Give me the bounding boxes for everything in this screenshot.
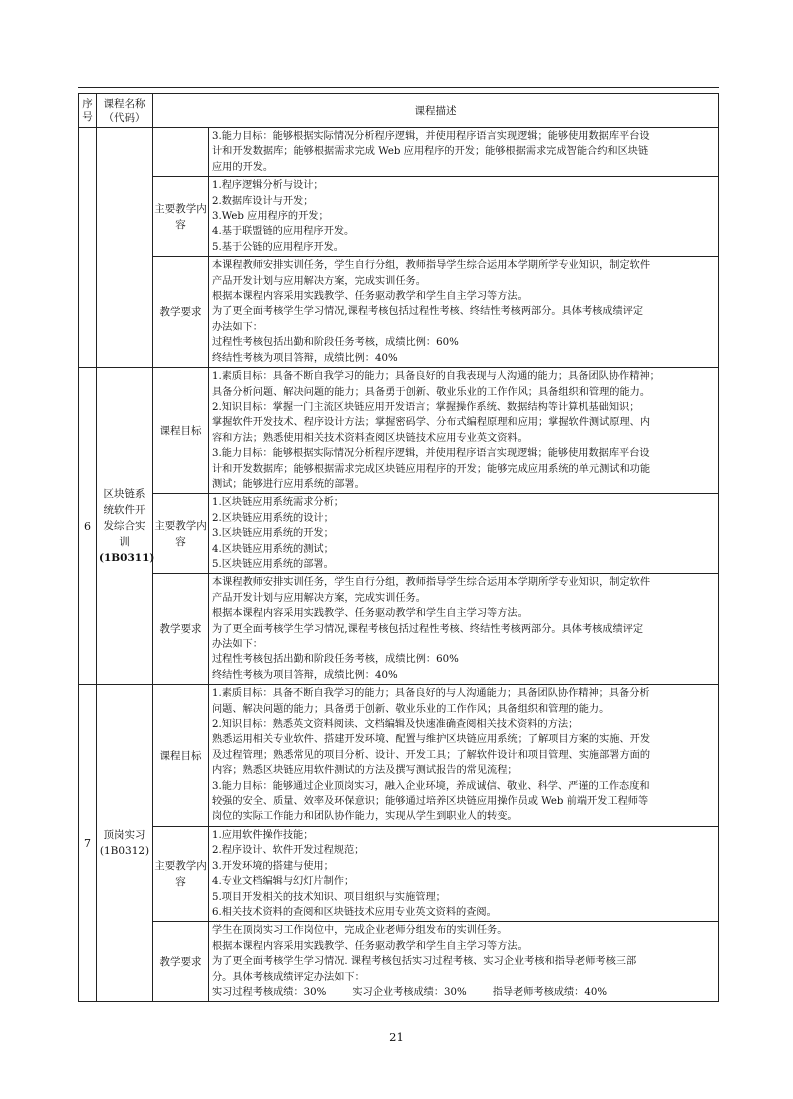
- desc-line: 4.区块链应用系统的测试；: [212, 543, 334, 555]
- score-line: [212, 985, 715, 1000]
- table-row: [79, 494, 719, 574]
- row5-no-cell: [79, 128, 97, 368]
- desc-line: 学生在顶岗实习工作岗位中，完成企业老师分组发布的实训任务。: [212, 925, 508, 937]
- desc-line: 终结性考核为项目答辩，成绩比例：40%: [212, 352, 398, 364]
- name-line: 顶岗实习: [103, 829, 146, 842]
- desc-line: 1.素质目标：具备不断自我学习的能力；具备良好的自我表现与人沟通的能力；具备团队协作精神；: [212, 371, 660, 383]
- score-item: 实习过程考核成绩：30%: [212, 986, 327, 998]
- desc-line: 1.区块链应用系统需求分析；: [212, 497, 344, 509]
- desc-line: 根据本课程内容采用实践教学、任务驱动教学和学生自主学习等方法。: [212, 940, 528, 952]
- table-row: [79, 177, 719, 257]
- row7-goal-desc: [209, 685, 719, 827]
- top-rule: [78, 87, 719, 88]
- row5-goal-type-cell: [153, 128, 209, 177]
- desc-line: 3.开发环境的搭建与使用；: [212, 860, 334, 872]
- row6-goal-desc: [209, 368, 719, 494]
- desc-line: 过程性考核包括出勤和阶段任务考核，成绩比例：60%: [212, 337, 459, 349]
- row7-req-label: 教学要求: [153, 922, 209, 1002]
- row7-req-desc: [209, 922, 719, 1002]
- desc-line: 掌握软件开发技术、程序设计方法；掌握密码学、分布式编程原理和应用；掌握软件测试原理、内: [212, 417, 651, 429]
- table-row: [79, 257, 719, 368]
- desc-line: 3.能力目标：能够根据实际情况分析程序逻辑，并使用程序语言实现逻辑；能够使用数据库平台设: [212, 131, 650, 142]
- course-table: [78, 93, 719, 1002]
- desc-line: 为了更全面考核学生学习情况,课程考核包括过程性考核、终结性考核两部分。具体考核成绩评定: [212, 623, 644, 635]
- header-name: 课程名称（代码）: [97, 94, 153, 128]
- desc-line: 计和开发数据库；能够根据需求完成区块链应用程序的开发；能够完成应用系统的单元测试和功能: [212, 463, 651, 475]
- table-row: [79, 826, 719, 921]
- table-row: [79, 368, 719, 494]
- row7-no: 7: [79, 685, 97, 1002]
- desc-line: 及过程管理；熟悉常见的项目分析、设计、开发工具；了解软件设计和项目管理、实施部署方面的: [212, 749, 651, 761]
- header-no: 序号: [79, 94, 97, 128]
- row6-name: [97, 368, 153, 685]
- header-desc: 课程描述: [153, 94, 719, 128]
- desc-line: 本课程教师安排实训任务，学生自行分组，教师指导学生综合运用本学期所学专业知识，制定软件: [212, 260, 651, 272]
- score-item: 指导老师考核成绩：40%: [492, 986, 608, 998]
- desc-line: 根据本课程内容采用实践教学、任务驱动教学和学生自主学习等方法。: [212, 291, 528, 303]
- row7-content-desc: [209, 826, 719, 921]
- row7-name: [97, 685, 153, 1002]
- table-row: [79, 128, 719, 177]
- row6-req-label: 教学要求: [153, 574, 209, 685]
- desc-line: 为了更全面考核学生学习情况,课程考核包括过程性考核、终结性考核两部分。具体考核成绩评定: [212, 306, 644, 318]
- desc-line: 2.区块链应用系统的设计；: [212, 512, 334, 524]
- desc-line: 熟悉运用相关专业软件、搭建开发环境、配置与维护区块链应用系统；了解项目方案的实施、开发: [212, 734, 651, 746]
- desc-line: 5.基于公链的应用程序开发。: [212, 241, 344, 253]
- desc-line: 过程性考核包括出勤和阶段任务考核，成绩比例：60%: [212, 654, 459, 666]
- row5-name-cell: [97, 128, 153, 368]
- row6-content-desc: [209, 494, 719, 574]
- desc-line: 3.能力目标：能够通过企业顶岗实习，融入企业环境，养成诚信、敬业、科学、严谨的工作态度和: [212, 780, 650, 792]
- desc-line: 岗位的实际工作能力和团队协作能力，实现从学生到职业人的转变。: [212, 811, 518, 823]
- desc-line: 2.程序设计、软件开发过程规范；: [212, 845, 365, 857]
- desc-line: 办法如下：: [212, 639, 263, 650]
- desc-line: 2.知识目标：熟悉英文资料阅读、文档编辑及快速准确查阅相关技术资料的方法；: [212, 719, 579, 731]
- desc-line: 1.素质目标：具备不断自我学习的能力；具备良好的与人沟通能力；具备团队协作精神；具备分析: [212, 688, 650, 700]
- table-row: [79, 574, 719, 685]
- desc-line: 2.知识目标：掌握一门主流区块链应用开发语言；掌握操作系统、数据结构等计算机基础知识；: [212, 401, 640, 413]
- desc-line: 测试；能够进行应用系统的部署。: [212, 478, 365, 490]
- row7-content-label: 主要教学内容: [153, 826, 209, 921]
- table-row: [79, 685, 719, 827]
- table-row: [79, 922, 719, 1002]
- desc-line: 本课程教师安排实训任务，学生自行分组，教师指导学生综合运用本学期所学专业知识，制定软件: [212, 577, 651, 589]
- name-line: 区块链系: [103, 488, 146, 501]
- row6-req-desc: [209, 574, 719, 685]
- desc-line: 3.Web 应用程序的开发；: [212, 211, 329, 223]
- desc-line: 3.区块链应用系统的开发；: [212, 528, 334, 540]
- row5-content-desc: [209, 177, 719, 257]
- desc-line: 根据本课程内容采用实践教学、任务驱动教学和学生自主学习等方法。: [212, 608, 528, 620]
- row7-goal-label: 课程目标: [153, 685, 209, 827]
- row5-goal-desc: [209, 128, 719, 177]
- row5-req-desc: [209, 257, 719, 368]
- score-item: 实习企业考核成绩：30%: [352, 986, 467, 998]
- row6-no: 6: [79, 368, 97, 685]
- desc-line: 6.相关技术资料的查阅和区块链技术应用专业英文资料的查阅。: [212, 906, 497, 918]
- desc-line: 1.应用软件操作技能；: [212, 829, 314, 841]
- desc-line: 问题、解决问题的能力；具备勇于创新、敬业乐业的工作作风；具备组织和管理的能力。: [212, 703, 610, 715]
- desc-line: 较强的安全、质量、效率及环保意识；能够通过培养区块链应用操作员或 Web 前端开发工程师等: [212, 796, 649, 808]
- desc-line: 具备分析问题、解决问题的能力；具备勇于创新、敬业乐业的工作作风；具备组织和管理的能力。: [212, 386, 651, 398]
- desc-line: 终结性考核为项目答辩，成绩比例：40%: [212, 669, 398, 681]
- desc-line: 4.专业文档编辑与幻灯片制作；: [212, 876, 355, 888]
- row6-goal-label: 课程目标: [153, 368, 209, 494]
- name-line: 统软件开: [103, 504, 146, 517]
- name-line: (1B0311): [99, 552, 155, 565]
- desc-line: 为了更全面考核学生学习情况. 课程考核包括实习过程考核、实习企业考核和指导老师考核三部: [212, 956, 637, 968]
- desc-line: 5.项目开发相关的技术知识、项目组织与实施管理；: [212, 891, 446, 903]
- desc-line: 1.程序逻辑分析与设计；: [212, 180, 324, 192]
- table-header-row: [79, 94, 719, 128]
- row5-content-label: 主要教学内容: [153, 177, 209, 257]
- desc-line: 内容；熟悉区块链应用软件测试的方法及撰写测试报告的常见流程；: [212, 765, 518, 777]
- page-number: 21: [389, 1030, 404, 1044]
- desc-line: 3.能力目标：能够根据实际情况分析程序逻辑，并使用程序语言实现逻辑；能够使用数据库平台设: [212, 448, 650, 460]
- desc-line: 4.基于联盟链的应用程序开发。: [212, 226, 355, 238]
- desc-line: 产品开发计划与应用解决方案，完成实训任务。: [212, 275, 426, 287]
- desc-line: 产品开发计划与应用解决方案，完成实训任务。: [212, 592, 426, 604]
- desc-line: 计和开发数据库；能够根据需求完成 Web 应用程序的开发；能够根据需求完成智能合约和区块链: [212, 146, 649, 158]
- name-line: 发综合实: [103, 520, 146, 533]
- desc-line: 2.数据库设计与开发；: [212, 195, 314, 207]
- desc-line: 应用的开发。: [212, 161, 274, 173]
- row5-req-label: 教学要求: [153, 257, 209, 368]
- desc-line: 分。具体考核成绩评定办法如下：: [212, 971, 365, 983]
- desc-line: 5.区块链应用系统的部署。: [212, 558, 334, 570]
- desc-line: 容和方法；熟悉使用相关技术资料查阅区块链技术应用专业英文资料。: [212, 432, 528, 444]
- row6-content-label: 主要教学内容: [153, 494, 209, 574]
- name-line: 训: [119, 536, 130, 549]
- desc-line: 办法如下：: [212, 321, 263, 333]
- name-line: (1B0312): [99, 845, 150, 858]
